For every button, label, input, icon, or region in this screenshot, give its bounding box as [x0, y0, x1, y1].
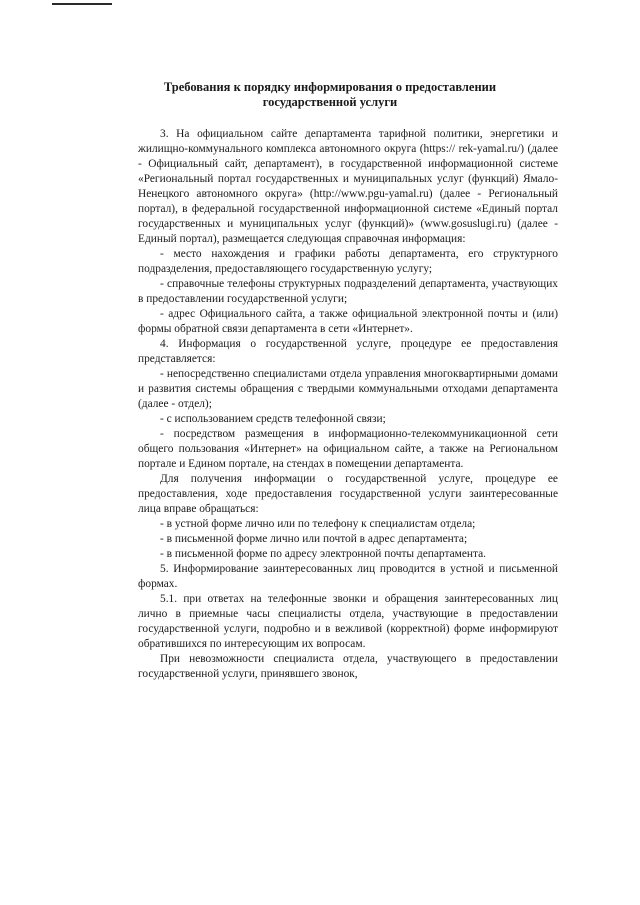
paragraph-request-item-oral: - в устной форме лично или по телефону к специалистам отдела; [160, 518, 476, 530]
paragraph-request-info: Для получения информации о государственной услуге, процедуре ее предоставления, ходе предоставления государственной услуги заинтересованные лица вправе обращаться: [138, 473, 558, 515]
paragraph-4-item-specialists: - непосредственно специалистами отдела управления многоквартирными домами и развития системы обращения с твердыми коммунальными отходами департамента (далее - отдел); [138, 368, 558, 410]
paragraph-5-1-continued: При невозможности специалиста отдела, участвующего в предоставлении государственной услуги, принявшего звонок, [138, 653, 558, 680]
document-body [138, 127, 558, 682]
paragraph-request-item-written: - в письменной форме лично или почтой в адрес департамента; [160, 533, 468, 545]
document-title-line-1: Требования к порядку информирования о предоставлении [163, 80, 497, 94]
paragraph-3-item-site-address: - адрес Официального сайта, а также официальной электронной почты и (или) формы обратной связи департамента в сети «Интернет». [138, 308, 558, 335]
paragraph-4-item-internet: - посредством размещения в информационно-телекоммуникационной сети общего пользования «Интернет» на официальном сайте, а также на Региональном портале и Едином портале, на стендах в помещении департамента. [138, 428, 558, 470]
paragraph-4-item-phone: - с использованием средств телефонной связи; [160, 413, 386, 425]
document-title [140, 80, 520, 110]
paragraph-3-item-location: - место нахождения и графики работы департамента, его структурного подразделения, предоставляющего государственную услугу; [138, 248, 558, 275]
paragraph-3: 3. На официальном сайте департамента тарифной политики, энергетики и жилищно-коммунального комплекса автономного округа (https:// rek-yamal.ru/) (далее - Официальный сайт, департамент), в государственной информационной системе «Региональный портал государственных и муниципальных услуг (функций) Ямало-Ненецкого автономного округа» (http://www.pgu-yamal.ru) (далее - Региональный портал), в федеральной государственной информационной системе «Единый портал государственных и муниципальных услуг (функций)» (www.gosuslugi.ru) (далее - Единый портал), размещается следующая справочная информация: [138, 128, 558, 245]
paragraph-5: 5. Информирование заинтересованных лиц проводится в устной и письменной формах. [138, 563, 558, 590]
paragraph-request-item-email: - в письменной форме по адресу электронной почты департамента. [160, 548, 487, 560]
document-title-line-2: государственной услуги [262, 95, 398, 109]
paragraph-3-item-phones: - справочные телефоны структурных подразделений департамента, участвующих в предоставлении государственной услуги; [138, 278, 558, 305]
paragraph-4: 4. Информация о государственной услуге, процедуре ее предоставления представляется: [138, 338, 558, 365]
scan-edge-mark [52, 3, 112, 5]
paragraph-5-1: 5.1. при ответах на телефонные звонки и обращения заинтересованных лиц лично в приемные часы специалисты отдела, участвующие в предоставлении государственной услуги, подробно и в вежливой (корректной) форме информируют обратившихся по интересующим их вопросам. [138, 593, 558, 650]
